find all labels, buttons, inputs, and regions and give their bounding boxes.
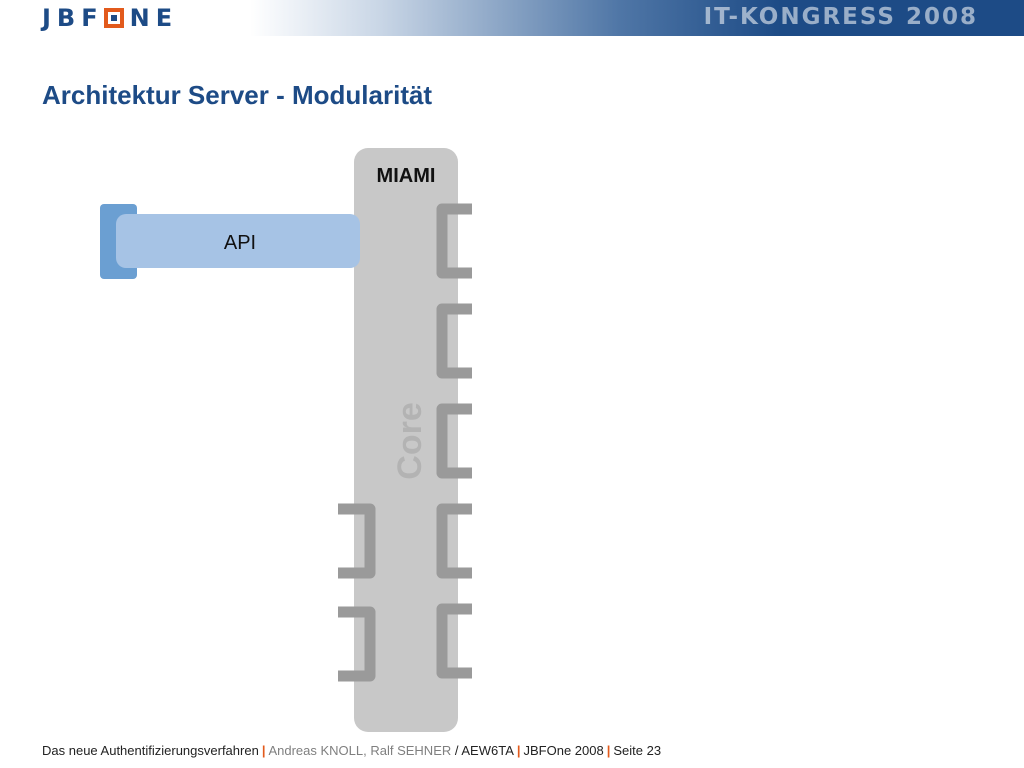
footer-event: JBFOne 2008	[523, 743, 604, 758]
api-label: API	[223, 232, 257, 254]
footer-authors: Andreas KNOLL, Ralf SEHNER	[268, 743, 452, 758]
footer-separator: |	[606, 743, 611, 758]
footer	[42, 743, 661, 758]
logo-text: JBF	[42, 4, 104, 32]
footer-course: / AEW6TA	[454, 743, 514, 758]
footer-separator: |	[516, 743, 521, 758]
footer-separator: |	[261, 743, 266, 758]
footer-topic: Das neue Authentifizierungsverfahren	[42, 743, 259, 758]
footer-page-number: Seite 23	[613, 743, 662, 758]
page-title: Architektur Server - Modularität	[42, 80, 433, 110]
logo-text-tail: NE	[129, 4, 179, 32]
core-label: Core	[391, 402, 429, 480]
miami-label: MIAMI	[376, 165, 436, 187]
congress-title: IT-KONGRESS 2008	[703, 4, 978, 30]
